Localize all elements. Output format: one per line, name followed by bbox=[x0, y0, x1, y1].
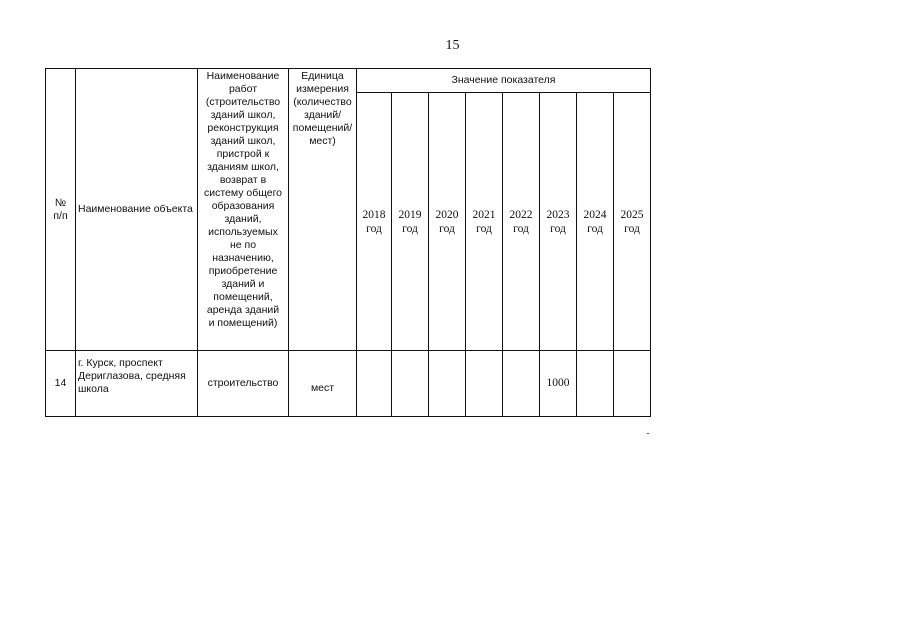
header-number: № п/п bbox=[46, 69, 76, 351]
indicator-table bbox=[45, 68, 651, 417]
page-number: 15 bbox=[445, 38, 460, 53]
header-year: 2024 год bbox=[577, 93, 614, 351]
header-year: 2020 год bbox=[429, 93, 466, 351]
scan-speck bbox=[647, 433, 649, 434]
row-value-2025 bbox=[614, 351, 651, 417]
row-unit: мест bbox=[289, 351, 357, 417]
header-year: 2019 год bbox=[392, 93, 429, 351]
header-year: 2022 год bbox=[503, 93, 540, 351]
header-works: Наименование работ (строительство зданий школ, реконструкция зданий школ, пристрой к зданиям школ, возврат в систему общего образования зданий, используемых не по назначению, приобретение зданий и помещений, аренда зданий и помещений) bbox=[198, 69, 289, 351]
header-indicator-value: Значение показателя bbox=[357, 69, 651, 93]
row-value-2020 bbox=[429, 351, 466, 417]
row-value-2023: 1000 bbox=[540, 351, 577, 417]
row-object-name: г. Курск, проспект Дериглазова, средняя школа bbox=[76, 351, 198, 417]
header-object-name: Наименование объекта bbox=[76, 69, 198, 351]
row-number: 14 bbox=[46, 351, 76, 417]
header-year: 2025 год bbox=[614, 93, 651, 351]
row-value-2019 bbox=[392, 351, 429, 417]
header-year: 2023 год bbox=[540, 93, 577, 351]
header-year: 2021 год bbox=[466, 93, 503, 351]
row-value-2024 bbox=[577, 351, 614, 417]
row-value-2021 bbox=[466, 351, 503, 417]
header-year: 2018 год bbox=[357, 93, 392, 351]
row-value-2022 bbox=[503, 351, 540, 417]
row-works: строительство bbox=[198, 351, 289, 417]
table-row bbox=[46, 351, 651, 417]
row-value-2018 bbox=[357, 351, 392, 417]
header-unit: Единица измерения (количество зданий/ помещений/ мест) bbox=[289, 69, 357, 351]
